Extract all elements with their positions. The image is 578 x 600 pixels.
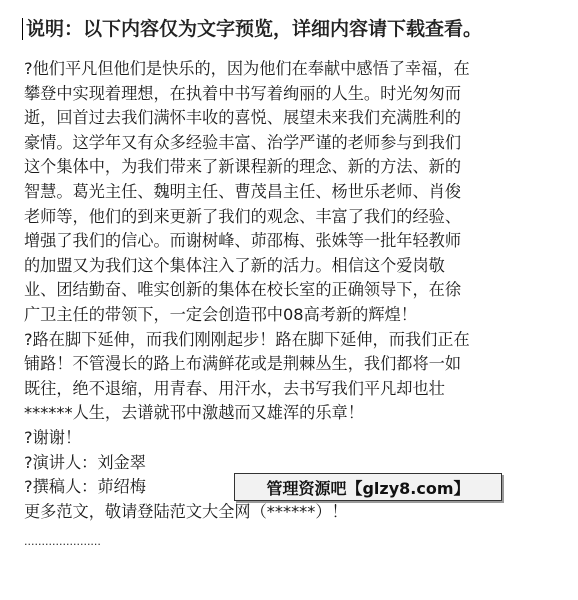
body-line: 豪情。这学年又有众多经验丰富、治学严谨的老师参与到我们	[24, 132, 462, 152]
preview-notice-text: 说明：以下内容仅为文字预览，详细内容请下载查看。	[26, 18, 483, 40]
body-line: 更多范文，敬请登陆范文大全网（******）！	[24, 501, 348, 521]
body-line: 的加盟又为我们这个集体注入了新的活力。相信这个爱岗敬	[24, 255, 445, 275]
body-line: 智慧。葛光主任、魏明主任、曹茂昌主任、杨世乐老师、肖俊	[24, 181, 462, 201]
body-line: 攀登中实现着理想，在执着中书写着绚丽的人生。时光匆匆而	[24, 83, 462, 103]
body-line: ?演讲人：刘金翠	[24, 452, 146, 472]
body-line: 逝，回首过去我们满怀丰收的喜悦、展望未来我们充满胜利的	[24, 108, 462, 128]
body-line: ?路在脚下延伸，而我们刚刚起步！路在脚下延伸，而我们正在	[24, 329, 470, 349]
footer-dots: ······················	[24, 538, 101, 551]
body-line: 这个集体中，为我们带来了新课程新的理念、新的方法、新的	[24, 157, 462, 177]
text-cursor	[22, 18, 23, 40]
body-line: ?撰稿人：茆绍梅	[24, 477, 146, 497]
body-line: ?谢谢！	[24, 427, 82, 447]
preview-notice	[22, 14, 567, 44]
body-line: ?他们平凡但他们是快乐的，因为他们在奉献中感悟了幸福，在	[24, 59, 470, 78]
body-line: 增强了我们的信心。而谢树峰、茆邵梅、张姝等一批年轻教师	[24, 231, 462, 251]
document-body	[24, 57, 559, 524]
body-line: 老师等，他们的到来更新了我们的观念、丰富了我们的经验、	[24, 206, 462, 226]
body-line: 既往，绝不退缩，用青春、用汗水，去书写我们平凡却也壮	[24, 378, 445, 398]
body-line: 铺路！不管漫长的路上布满鲜花或是荆棘丛生，我们都将一如	[24, 354, 462, 374]
body-line: ******人生，去谱就邗中激越而又雄浑的乐章！	[24, 403, 364, 423]
site-watermark: 管理资源吧【glzy8.com】	[234, 473, 502, 501]
body-line: 业、团结勤奋、唯实创新的集体在校长室的正确领导下，在徐	[24, 280, 462, 300]
body-line: 广卫主任的带领下，一定会创造邗中08高考新的辉煌！	[24, 304, 417, 324]
